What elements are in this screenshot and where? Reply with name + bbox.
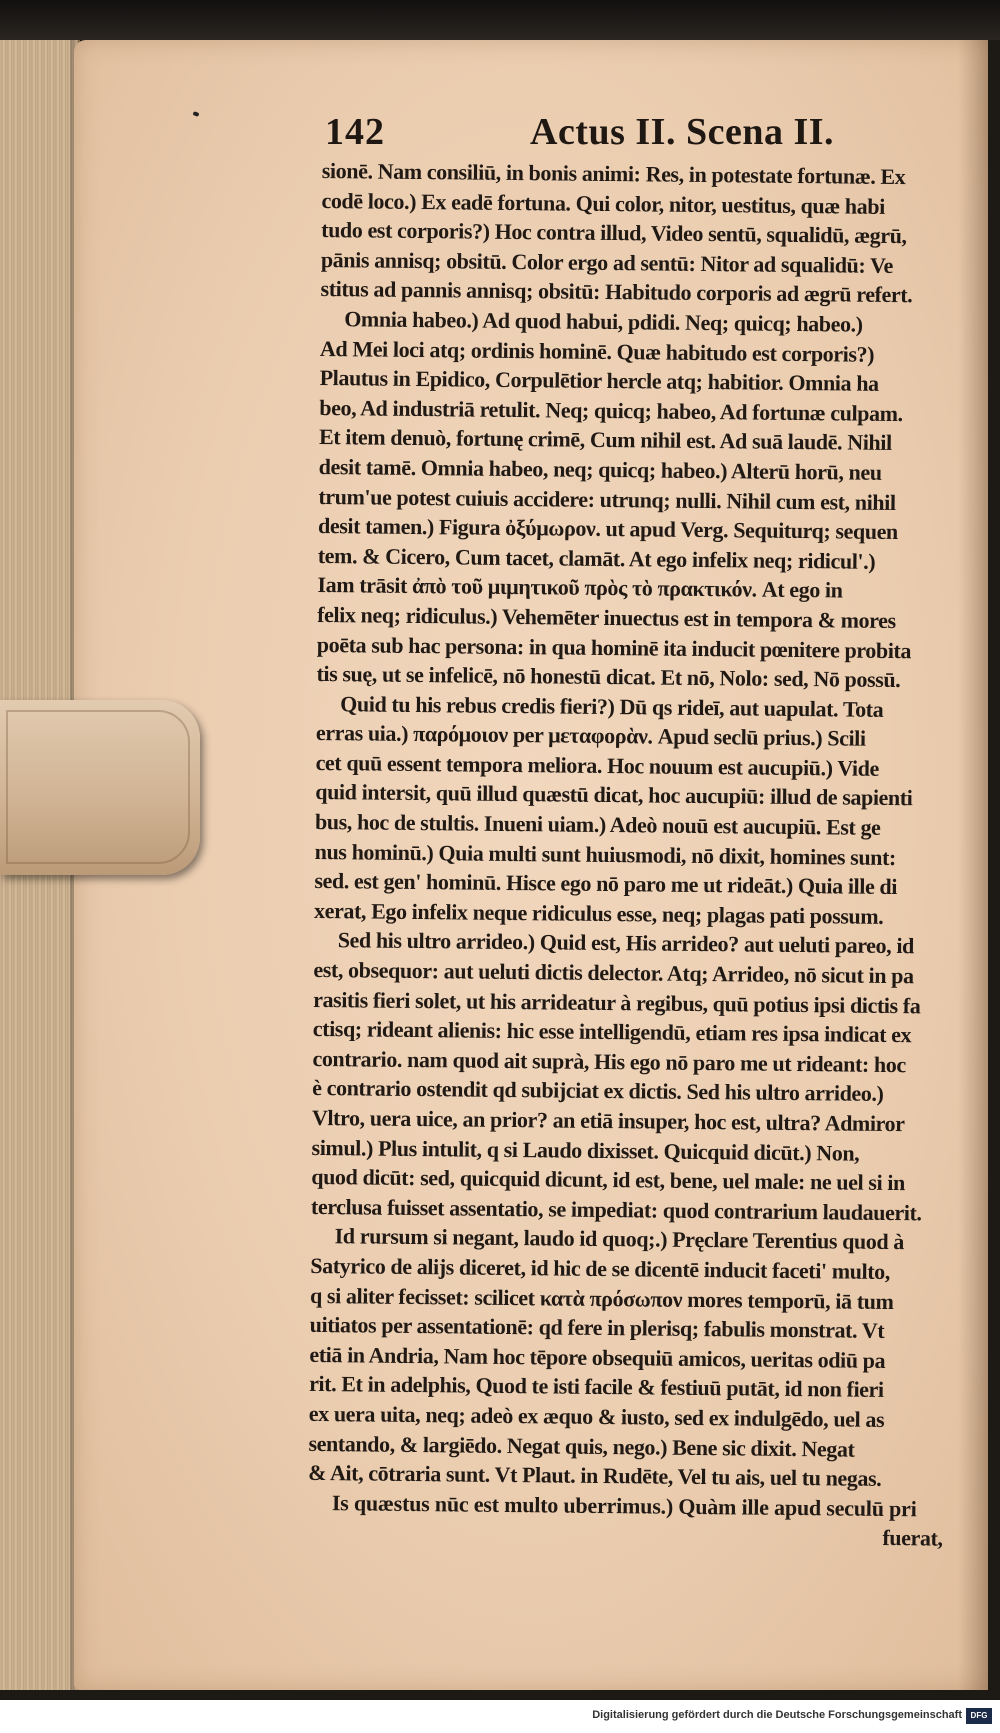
text-line: contrario. nam quod ait suprà, His ego nō paro me ut rideant: hoc <box>312 1045 906 1077</box>
text-line: rit. Et in adelphis, Quod te isti facile & festiuū putāt, id non fieri <box>309 1371 884 1403</box>
text-line: desit tamē. Omnia habeo, neq; quicq; habeo.) Alterū horū, neu <box>318 453 882 485</box>
text-line: erras uia.) παρόμοιον per μεταφορὰν. Apud seclū prius.) Scili <box>315 720 866 752</box>
text-line: desit tamen.) Figura ὀξύμωρον. ut apud Verg. Sequiturq; sequen <box>317 513 898 545</box>
book-clasp <box>0 700 200 875</box>
text-line: Ad Mei loci atq; ordinis hominē. Quæ habitudo est corporis?) <box>319 335 875 367</box>
text-line: Satyrico de alijs diceret, id hic de se dicentē inducit faceti' multo, <box>310 1252 891 1284</box>
text-line: beo, Ad industriā retulit. Neq; quicq; habeo, Ad fortunæ culpam. <box>319 394 903 426</box>
text-line: ex uera uita, neq; adeò ex æquo & iusto, sed ex indulgēdo, uel as <box>308 1400 885 1432</box>
text-line: Sed his ultro arrideo.) Quid est, His arrideo? aut ueluti pareo, id <box>337 927 915 959</box>
digitization-footer <box>0 1700 1000 1733</box>
text-line: pānis annisq; obsitū. Color ergo ad sentū: Nitor ad squalidū: Ve <box>320 246 894 278</box>
text-line: Id rursum si negant, laudo id quoq;.) Pręclare Terentius quod à <box>334 1223 905 1255</box>
scan-background-top <box>0 0 1000 40</box>
text-line: nus hominū.) Quia multi sunt huiusmodi, nō dixit, homines sunt: <box>314 838 897 870</box>
text-line: Et item denuò, fortunę crimē, Cum nihil est. Ad suā laudē. Nihil <box>318 424 892 456</box>
text-line: poēta sub hac persona: in qua hominē ita inducit pœnitere probita <box>316 631 912 663</box>
text-line: sionē. Nam consiliū, in bonis animi: Res, in potestate fortunæ. Ex <box>321 157 906 190</box>
text-line: tis suę, ut se infelicē, nō honestū dicat. Et nō, Nolo: sed, Nō possū. <box>316 661 901 693</box>
text-line: tem. & Cicero, Cum tacet, clamāt. At ego infelix neq; ridicul'.) <box>317 542 876 574</box>
text-line: cet quū essent tempora meliora. Hoc nouum est aucupiū.) Vide <box>315 749 880 781</box>
text-line: trum'ue potest cuiuis accidere: utrunq; nulli. Nihil cum est, nihil <box>318 483 896 515</box>
text-line: rasitis fieri solet, ut his arrideatur à regibus, quū potius ipsi dictis fa <box>313 986 921 1018</box>
running-title: Actus II. Scena II. <box>530 111 835 153</box>
text-line: terclusa fuisset assentatio, se impediat: quod contrarium laudauerit. <box>310 1193 922 1226</box>
page-header <box>325 110 945 160</box>
text-line: Iam trāsit ἀπὸ τοῦ μιμητικοῦ πρὸς τὸ πρακτικόν. At ego in <box>317 572 843 603</box>
text-line: sed. est gen' hominū. Hisce ego nō paro me ut rideāt.) Quia ille di <box>314 868 898 900</box>
commentary-text-block <box>308 156 977 1551</box>
text-line: & Ait, cōtraria sunt. Vt Plaut. in Rudēte, Vel tu ais, uel tu negas. <box>308 1460 882 1492</box>
text-line: simul.) Plus intulit, q si Laudo dixisset. Quicquid dicūt.) Non, <box>311 1134 860 1166</box>
text-line: bus, hoc de stultis. Inueni uiam.) Adeò nouū est aucupiū. Est ge <box>314 809 881 840</box>
funding-credit: Digitalisierung gefördert durch die Deutsche Forschungsgemeinschaft <box>592 1709 962 1721</box>
text-line: ctisq; rideant alienis: hic esse intelligendū, etiam res ipsa indicat ex <box>312 1016 912 1048</box>
text-line: Vltro, uera uice, an prior? an etiā insuper, hoc est, ultra? Admiror <box>311 1104 905 1137</box>
text-line: est, obsequor: aut ueluti dictis delector. Atq; Arrideo, nō sicut in pa <box>313 956 914 989</box>
text-line: q si aliter fecisset: scilicet κατὰ πρόσωπον mores temporū, iā tum <box>309 1282 894 1314</box>
text-line: quod dicūt: sed, quicquid dicunt, id est, bene, uel male: ne uel si in <box>311 1164 906 1196</box>
text-line: Is quæstus nūc est multo uberrimus.) Quàm ille apud seculū pri <box>331 1489 917 1522</box>
text-line: xerat, Ego infelix neque ridiculus esse, neq; plagas pati possum. <box>313 897 884 929</box>
text-line: quid intersit, quū illud quæstū dicat, hoc aucupiū: illud de sapienti <box>315 779 913 811</box>
text-line: è contrario ostendit qd subijciat ex dictis. Sed his ultro arrideo.) <box>312 1075 884 1107</box>
text-line: sentando, & largiēdo. Negat quis, nego.) Bene sic dixit. Negat <box>308 1430 855 1462</box>
book-clasp-detail <box>6 710 190 864</box>
catchword: fuerat, <box>882 1525 943 1551</box>
page-number: 142 <box>325 111 385 153</box>
text-line: codē loco.) Ex eadē fortuna. Qui color, nitor, uestitus, quæ habi <box>321 187 886 219</box>
text-line: uitiatos per assentationē: qd fere in plerisq; fabulis monstrat. Vt <box>309 1312 885 1344</box>
text-line: Omnia habeo.) Ad quod habui, pdidi. Neq; quicq; habeo.) <box>344 306 863 337</box>
dfg-logo-icon: DFG <box>966 1708 992 1724</box>
text-line: Quid tu his rebus credis fieri?) Dū qs rideī, aut uapulat. Tota <box>340 690 884 722</box>
text-line: Plautus in Epidico, Corpulētior hercle atq; habitior. Omnia ha <box>319 365 879 396</box>
text-line: etiā in Andria, Nam hoc tēpore obsequiū amicos, ueritas odiū pa <box>309 1341 886 1373</box>
text-line: stitus ad pannis annisq; obsitū: Habitudo corporis ad ægrū refert. <box>320 276 913 308</box>
text-line: felix neq; ridiculus.) Vehemēter inuectus est in tempora & mores <box>317 601 896 633</box>
text-line: tudo est corporis?) Hoc contra illud, Video sentū, squalidū, ægrū, <box>321 217 907 249</box>
